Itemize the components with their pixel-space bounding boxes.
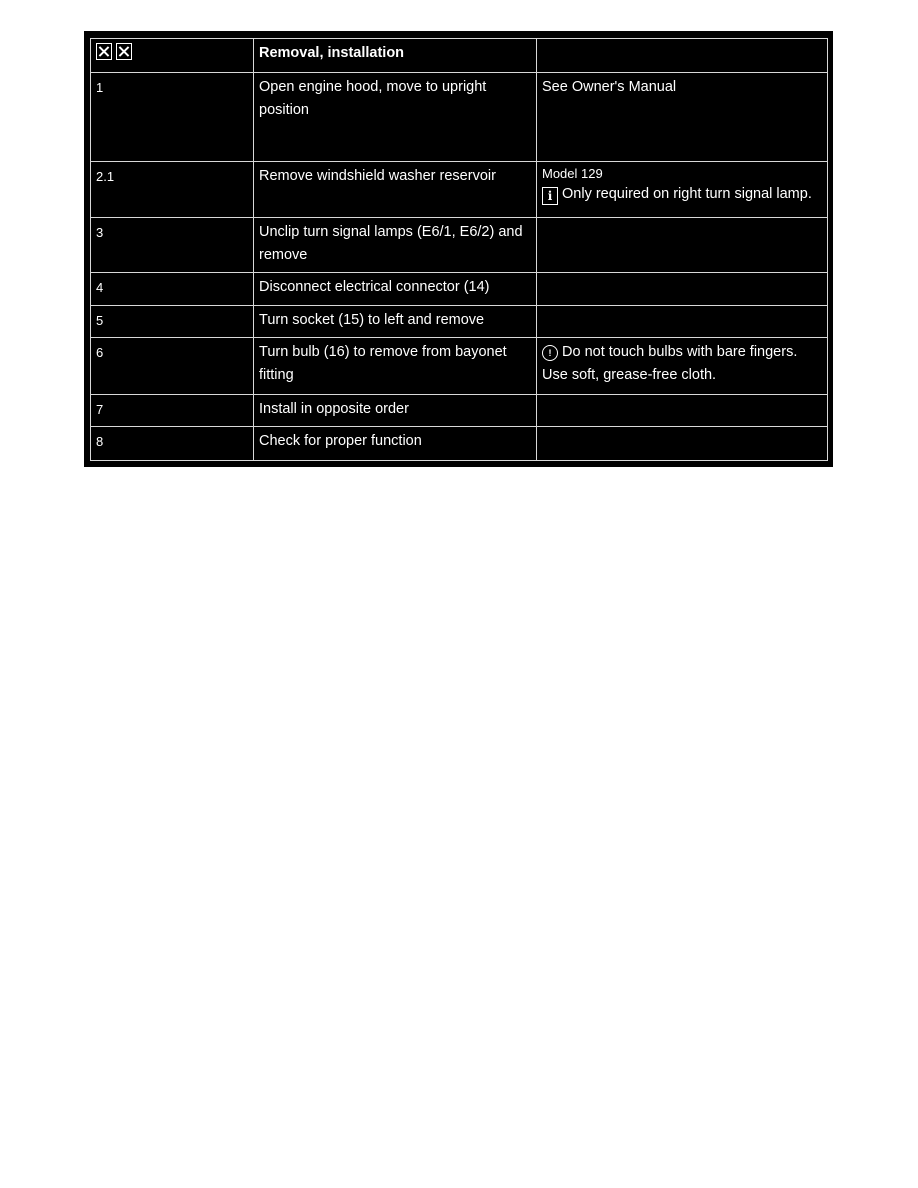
- table-row: [91, 427, 828, 461]
- table-row: [91, 72, 828, 161]
- step-number: 6: [91, 338, 254, 394]
- warning-text-2: Use soft, grease-free cloth.: [542, 367, 717, 384]
- step-number: 1: [91, 72, 254, 161]
- section-title: Removal, installation: [254, 39, 537, 73]
- info-text: Only required on right turn signal lamp.: [562, 185, 812, 202]
- installation-icon: [116, 43, 132, 60]
- step-note: See Owner's Manual: [537, 72, 828, 161]
- info-note: [542, 183, 822, 206]
- warning-note: [542, 341, 822, 364]
- step-action: Turn socket (15) to left and remove: [254, 305, 537, 338]
- step-note: [537, 305, 828, 338]
- step-note: [537, 272, 828, 305]
- step-number: 4: [91, 272, 254, 305]
- table-row: [91, 217, 828, 272]
- step-note: [537, 338, 828, 394]
- table-row: [91, 272, 828, 305]
- tool-icons: [96, 43, 132, 60]
- header-note-cell: [537, 39, 828, 73]
- step-action: Open engine hood, move to upright position: [254, 72, 537, 161]
- model-label: Model 129: [542, 165, 603, 181]
- table-row: [91, 305, 828, 338]
- step-action: Unclip turn signal lamps (E6/1, E6/2) and remove: [254, 217, 537, 272]
- step-action: Install in opposite order: [254, 394, 537, 427]
- table-row: [91, 394, 828, 427]
- procedure-table: [90, 38, 828, 461]
- step-number: 2.1: [91, 161, 254, 217]
- step-note: [537, 161, 828, 217]
- step-note: [537, 427, 828, 461]
- step-action: Remove windshield washer reservoir: [254, 161, 537, 217]
- step-number: 8: [91, 427, 254, 461]
- step-action: Disconnect electrical connector (14): [254, 272, 537, 305]
- removal-icon: [96, 43, 112, 60]
- step-note: [537, 217, 828, 272]
- table-row: [91, 338, 828, 394]
- header-icons-cell: [91, 39, 254, 73]
- warning-text: Do not touch bulbs with bare fingers.: [562, 344, 798, 361]
- step-number: 7: [91, 394, 254, 427]
- table-row: [91, 161, 828, 217]
- info-icon: i: [542, 187, 558, 205]
- procedure-sheet: [84, 31, 833, 467]
- step-action: Turn bulb (16) to remove from bayonet fitting: [254, 338, 537, 394]
- step-action: Check for proper function: [254, 427, 537, 461]
- warning-icon: !: [542, 345, 558, 361]
- step-number: 3: [91, 217, 254, 272]
- step-note: [537, 394, 828, 427]
- step-number: 5: [91, 305, 254, 338]
- table-header-row: [91, 39, 828, 73]
